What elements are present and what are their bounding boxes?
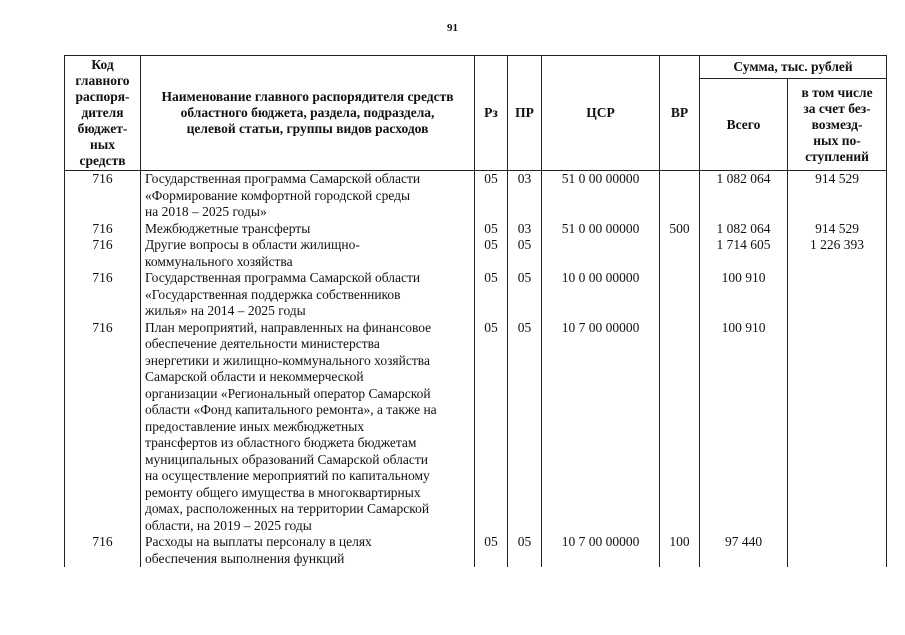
row-total: 1 082 064 (700, 221, 788, 238)
row-free (788, 534, 887, 567)
header-vr: ВР (660, 56, 700, 171)
row-code: 716 (65, 270, 141, 320)
header-total: Всего (700, 79, 788, 171)
row-rz: 05 (475, 534, 508, 567)
row-vr (660, 171, 700, 221)
header-csr: ЦСР (542, 56, 660, 171)
row-pr: 05 (508, 237, 542, 270)
row-csr: 51 0 00 00000 (542, 221, 660, 238)
table-row (65, 320, 887, 535)
row-csr: 10 7 00 00000 (542, 320, 660, 535)
row-name: Государственная программа Самарской области «Государственная поддержка собственников жилья» на 2014 – 2025 годы (141, 270, 475, 320)
row-code: 716 (65, 221, 141, 238)
header-code: Код главного распоря- дителя бюджет- ных средств (65, 56, 141, 171)
row-rz: 05 (475, 237, 508, 270)
row-code: 716 (65, 237, 141, 270)
header-name: Наименование главного распорядителя средств областного бюджета, раздела, подраздела, целевой статьи, группы видов расходов (141, 56, 475, 171)
row-free (788, 270, 887, 320)
row-free (788, 320, 887, 535)
row-code: 716 (65, 534, 141, 567)
row-csr: 51 0 00 00000 (542, 171, 660, 221)
row-rz: 05 (475, 221, 508, 238)
page-number: 91 (447, 22, 458, 34)
row-csr (542, 237, 660, 270)
table-row (65, 171, 887, 221)
row-name: Межбюджетные трансферты (141, 221, 475, 238)
row-name: Расходы на выплаты персоналу в целях обеспечения выполнения функций (141, 534, 475, 567)
row-pr: 05 (508, 320, 542, 535)
header-pr: ПР (508, 56, 542, 171)
row-total: 1 082 064 (700, 171, 788, 221)
row-vr: 100 (660, 534, 700, 567)
row-csr: 10 7 00 00000 (542, 534, 660, 567)
row-name: Другие вопросы в области жилищно- коммунального хозяйства (141, 237, 475, 270)
row-name: Государственная программа Самарской области «Формирование комфортной городской среды на 2018 – 2025 годы» (141, 171, 475, 221)
row-pr: 03 (508, 221, 542, 238)
table-row (65, 237, 887, 270)
row-vr (660, 237, 700, 270)
row-total: 97 440 (700, 534, 788, 567)
table-body (65, 171, 887, 568)
row-code: 716 (65, 171, 141, 221)
row-vr: 500 (660, 221, 700, 238)
row-free: 914 529 (788, 221, 887, 238)
row-csr: 10 0 00 00000 (542, 270, 660, 320)
row-vr (660, 270, 700, 320)
row-name: План мероприятий, направленных на финансовое обеспечение деятельности министерства энергетики и жилищно-коммунального хозяйства Самарской области и некоммерческой организации «Региональный оператор Самарской области «Фонд капитального ремонта», а также на предоставление иных межбюджетных трансфертов из областного бюджета бюджетам муниципальных образований Самарской области на осуществление мероприятий по капитальному ремонту общего имущества в многоквартирных домах, расположенных на территории Самарской области, на 2019 – 2025 годы (141, 320, 475, 535)
row-free: 914 529 (788, 171, 887, 221)
header-free: в том числе за счет без- возмезд- ных по- ступлений (788, 79, 887, 171)
table-row (65, 270, 887, 320)
row-rz: 05 (475, 270, 508, 320)
row-code: 716 (65, 320, 141, 535)
row-pr: 03 (508, 171, 542, 221)
row-rz: 05 (475, 171, 508, 221)
header-sum: Сумма, тыс. рублей (700, 56, 887, 79)
row-total: 100 910 (700, 320, 788, 535)
budget-table (64, 55, 887, 567)
row-rz: 05 (475, 320, 508, 535)
table-row (65, 534, 887, 567)
table-header (65, 56, 887, 171)
table-row (65, 221, 887, 238)
row-total: 1 714 605 (700, 237, 788, 270)
row-pr: 05 (508, 534, 542, 567)
row-vr (660, 320, 700, 535)
row-pr: 05 (508, 270, 542, 320)
row-total: 100 910 (700, 270, 788, 320)
row-free: 1 226 393 (788, 237, 887, 270)
header-rz: Рз (475, 56, 508, 171)
